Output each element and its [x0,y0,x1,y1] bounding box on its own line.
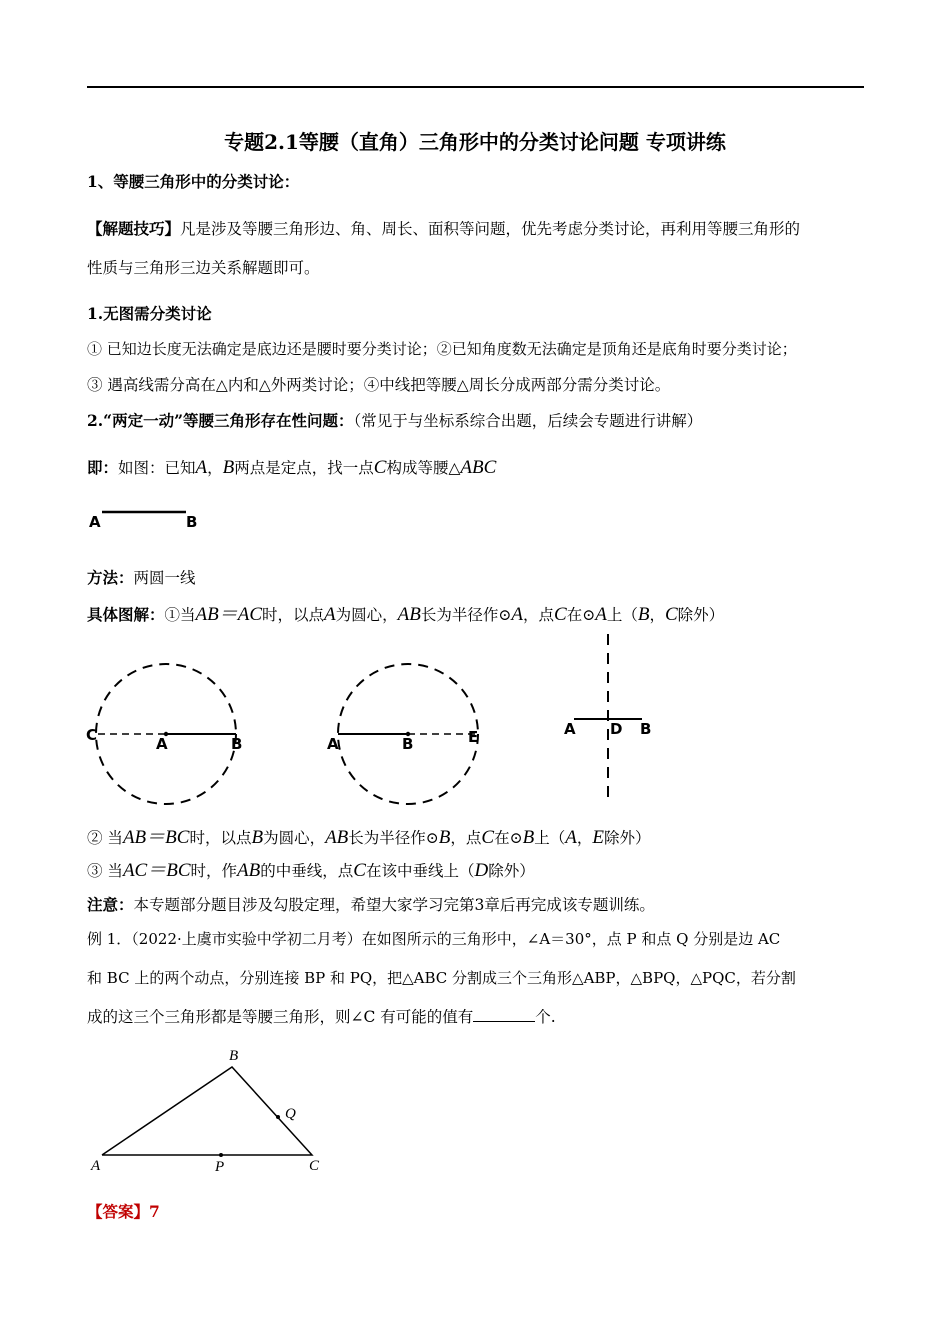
case2-t2: 时，以点 [189,829,252,847]
sub1-line1: ① 已知边长度无法确定是底边还是腰时要分类讨论；②已知角度数无法确定是顶角还是底角时要分类讨论； [87,340,797,358]
var-a: A [595,604,607,625]
method-label: 方法： [87,568,134,587]
case2-t4: 长为半径作⊙ [348,829,439,847]
point-q [276,1115,280,1119]
answer-blank[interactable] [473,1007,535,1022]
sub1-heading: 1.无图需分类讨论 [87,304,212,323]
intro-text: 如图：已知 [118,459,196,477]
var-a: A [511,604,523,625]
figure-circle-a [86,660,256,810]
case2-line [87,822,650,849]
method-line [87,566,196,588]
intro-comma: ， [207,459,223,477]
label-a: A [156,735,168,753]
eq-ab-ac: AB＝AC [195,604,263,625]
var-c: C [664,604,678,625]
case3-line [87,855,535,882]
header-rule [87,86,864,88]
label-a: A [564,720,576,738]
note-line [87,893,655,915]
intro-text3: 构成等腰 [386,459,449,477]
sub1-line2: ③ 遇高线需分高在△内和△外两类讨论；④中线把等腰△周长分成两部分需分类讨论。 [87,376,671,394]
case3-t4: 在该中垂线上（ [365,862,475,880]
page-title: 专题2.1等腰（直角）三角形中的分类讨论问题 专项讲练 [224,130,726,154]
answer-value: 7 [149,1202,160,1221]
label-e: E [468,728,479,746]
var-ab: AB [237,860,261,881]
example-line1: 例 1．（2022·上虞市实验中学初二月考）在如图所示的三角形中，∠A＝30°，点 P 和点 Q 分别是边 AC [87,930,781,948]
triangle-symbol: △ [448,459,461,477]
var-e: E [592,827,604,848]
detail-t4: 长为半径作⊙ [420,606,512,624]
example-text3: 成的这三个三角形都是等腰三角形，则∠C 有可能的值有 [87,1008,474,1026]
label-b: B [229,1048,239,1064]
var-c: C [481,827,495,848]
var-c: C [373,457,387,478]
var-ab: AB [397,604,421,625]
tip-line2: 性质与三角形三边关系解题即可。 [87,259,320,277]
var-abc: ABC [460,457,497,478]
label-b: B [402,735,414,753]
detail-t5: ，点 [523,606,555,624]
detail-label: 具体图解： [87,605,165,624]
note-label: 注意： [87,895,134,914]
label-b: B [640,720,652,738]
var-a: A [324,604,336,625]
var-b: B [637,604,650,625]
eq-ab-bc: AB＝BC [122,827,190,848]
segment-figure [86,500,216,540]
label-q: Q [285,1106,296,1122]
var-b: B [251,827,264,848]
sub2-note: （常见于与坐标系综合出题，后续会专题进行讲解） [353,412,703,430]
case3-t2: 时，作 [190,862,238,880]
detail-t2: 时，以点 [262,606,325,624]
var-a: A [195,457,208,478]
detail-t7: 上（ [606,606,638,624]
detail-line [87,599,724,626]
label-c: C [309,1158,320,1174]
case2-t1: ② 当 [87,829,123,847]
triangle-abc [102,1067,312,1155]
intro-line [87,456,496,479]
segment-label-a: A [89,513,101,531]
figure-circle-b [324,660,494,810]
label-b: B [231,735,243,753]
detail-t6: 在⊙ [566,606,596,624]
answer-line [87,1200,160,1222]
case2-t7: 上（ [534,829,566,847]
detail-t1: ①当 [164,606,196,624]
case2-t6: 在⊙ [494,829,523,847]
segment-label-b: B [186,513,198,531]
case2-t8: 除外） [603,829,651,847]
var-ab: AB [325,827,349,848]
tip-line1 [87,217,800,239]
method-text: 两圆一线 [133,569,196,587]
intro-label: 即： [87,458,119,477]
var-b: B [222,457,235,478]
tip-label: 【解题技巧】 [87,219,181,238]
eq-ac-bc: AC＝BC [122,860,191,881]
case2-t3: 为圆心， [263,829,326,847]
triangle-figure [86,1045,336,1175]
example-line2: 和 BC 上的两个动点，分别连接 BP 和 PQ，把△ABC 分割成三个三角形△ABP，△BPQ，△PQC，若分割 [87,969,796,987]
var-c: C [353,860,366,881]
case3-t1: ③ 当 [87,862,123,880]
case3-t5: 除外） [488,862,535,880]
point-p [219,1153,223,1157]
sub2-line [87,409,702,431]
var-a: A [565,827,577,848]
sub2-heading: 2.“两定一动”等腰三角形存在性问题： [87,411,354,430]
var-c: C [554,604,567,625]
label-a: A [327,735,339,753]
answer-label: 【答案】 [87,1202,150,1221]
tip-text1: 凡是涉及等腰三角形边、角、周长、面积等问题，优先考虑分类讨论，再利用等腰三角形的 [180,220,801,238]
case3-t3: 的中垂线，点 [260,862,354,880]
note-text: 本专题部分题目涉及勾股定理，希望大家学习完第3章后再完成该专题训练。 [133,896,655,914]
section1-heading: 1、等腰三角形中的分类讨论： [87,172,300,191]
var-b: B [522,827,535,848]
figure-bisector [560,630,670,810]
label-c: C [86,726,98,744]
var-d: D [474,860,489,881]
label-a: A [91,1158,101,1174]
case2-t5: ，点 [450,829,482,847]
var-b: B [438,827,451,848]
detail-t8: 除外） [677,606,725,624]
example-line3 [87,1005,556,1027]
detail-sep: ， [649,606,665,624]
case2-sep: ， [576,829,593,847]
label-d: D [610,720,623,738]
intro-text2: 两点是定点，找一点 [234,459,374,477]
detail-t3: 为圆心， [335,606,398,624]
example-text3b: 个. [535,1008,556,1026]
label-p: P [215,1159,225,1175]
